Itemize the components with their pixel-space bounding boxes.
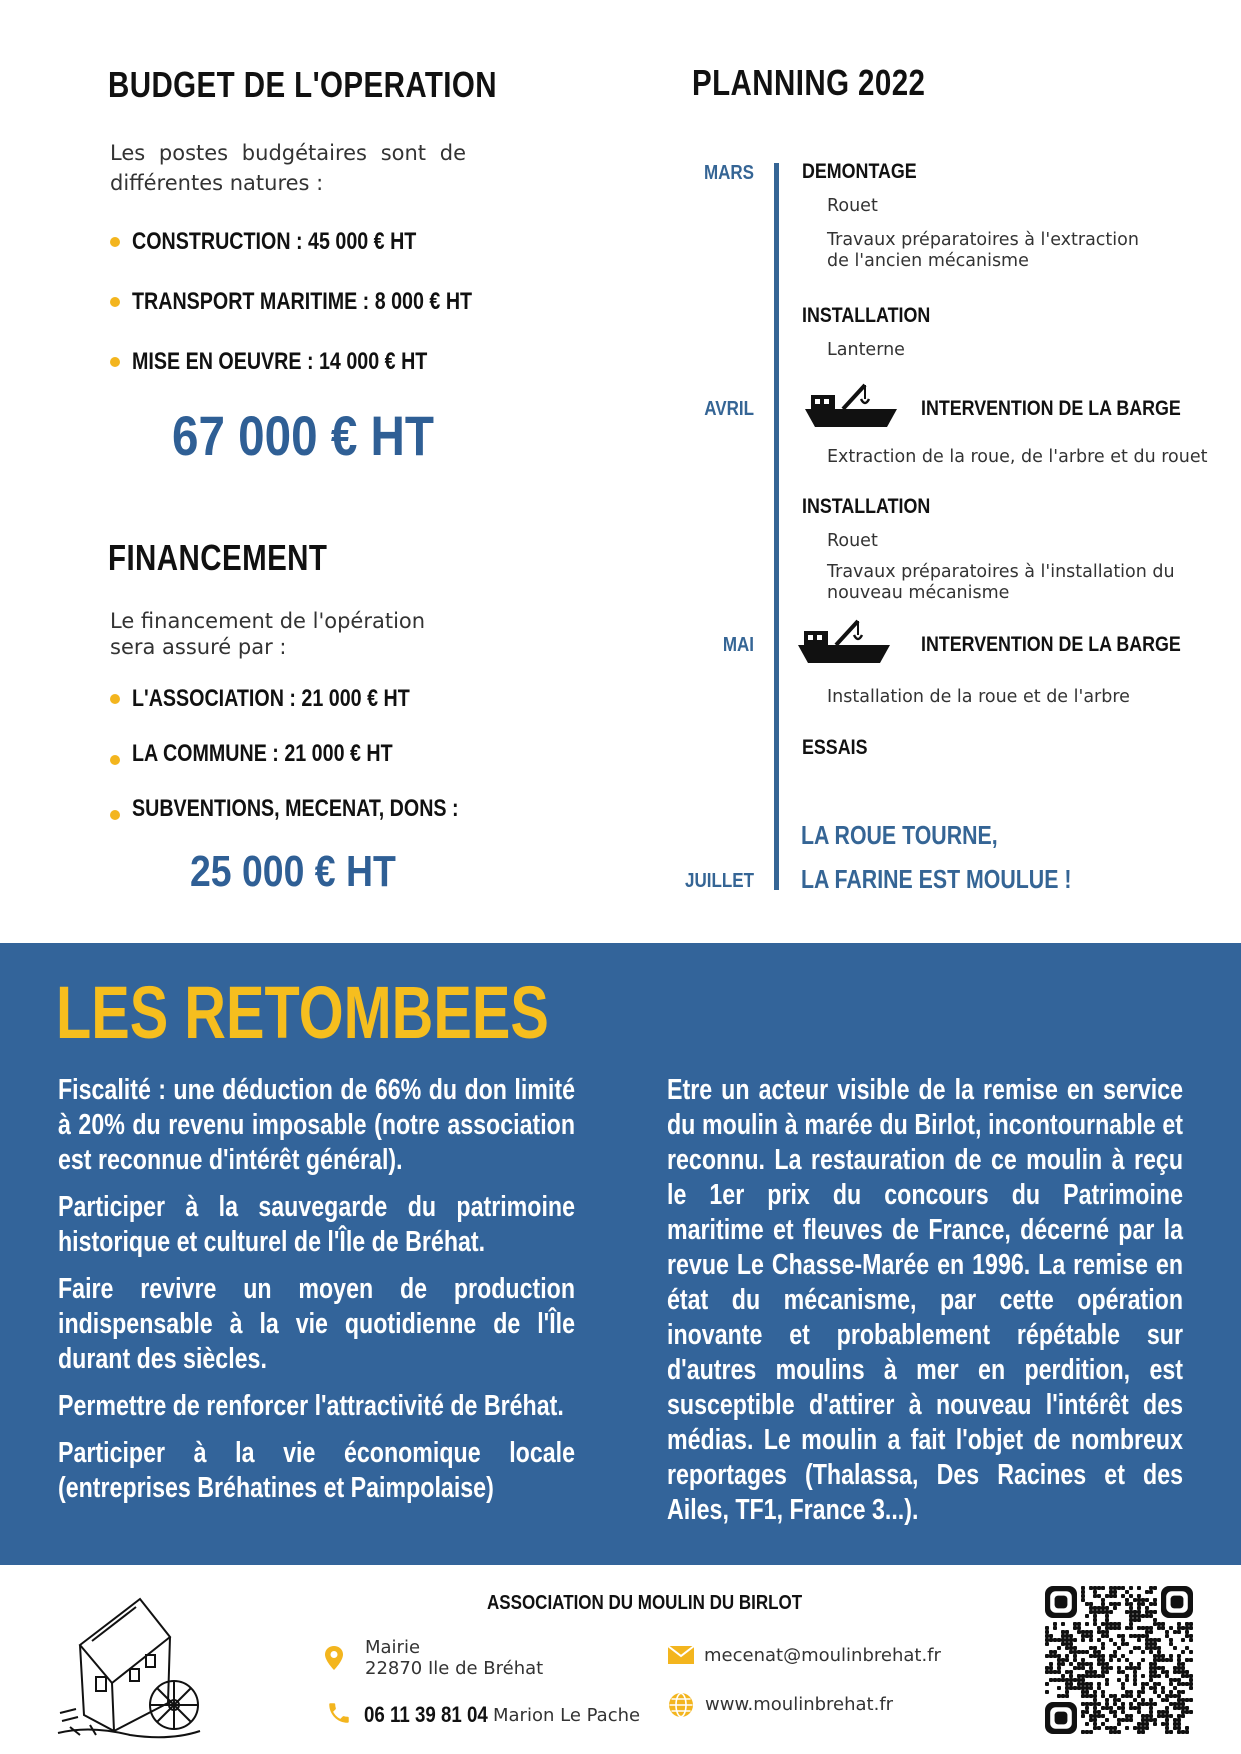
- bullet-icon: [110, 755, 120, 765]
- footer-email[interactable]: mecenat@moulinbrehat.fr: [704, 1645, 941, 1666]
- barge-crane-icon: [803, 383, 899, 435]
- retombees-title: LES RETOMBEES: [56, 971, 549, 1054]
- budget-item-mise-en-oeuvre: MISE EN OEUVRE : 14 000 € HT: [110, 348, 492, 376]
- financement-item-subventions: SUBVENTIONS, MECENAT, DONS :: [110, 795, 530, 823]
- step-barge-installation-title: INTERVENTION DE LA BARGE: [921, 633, 1181, 656]
- mill-drawing-icon: [50, 1585, 210, 1741]
- budget-total: 67 000 € HT: [172, 404, 434, 467]
- step-installation-item-rouet: Rouet: [827, 531, 878, 551]
- retombees-point-patrimoine: Participer à la sauvegarde du patrimoine historique et culturel de l'Île de Bréhat.: [58, 1191, 575, 1258]
- month-avril: AVRIL: [704, 398, 754, 420]
- step-demontage-item-rouet: Rouet: [827, 196, 878, 216]
- footer-address-line1: Mairie: [365, 1637, 421, 1658]
- month-mai: MAI: [722, 634, 754, 656]
- bullet-icon: [110, 357, 120, 367]
- financement-item-association: L'ASSOCIATION : 21 000 € HT: [110, 685, 471, 713]
- bullet-icon: [110, 297, 120, 307]
- step-essais-title: ESSAIS: [802, 736, 868, 759]
- financement-intro: Le financement de l'opération sera assuré par :: [110, 609, 426, 659]
- final-message-line2: LA FARINE EST MOULUE !: [801, 864, 1072, 894]
- bullet-icon: [110, 237, 120, 247]
- month-juillet: JUILLET: [685, 870, 754, 892]
- budget-title: BUDGET DE L'OPERATION: [108, 64, 498, 105]
- retombees-right-column: [667, 1073, 1183, 1540]
- footer-website[interactable]: www.moulinbrehat.fr: [705, 1694, 894, 1715]
- footer-association-name: ASSOCIATION DU MOULIN DU BIRLOT: [487, 1592, 803, 1614]
- bullet-icon: [110, 810, 120, 820]
- month-mars: MARS: [703, 162, 754, 184]
- step-installation-item-lanterne: Lanterne: [827, 340, 905, 360]
- financement-title: FINANCEMENT: [108, 537, 328, 578]
- retombees-left-column: [58, 1073, 575, 1518]
- planning-title: PLANNING 2022: [692, 62, 926, 103]
- step-barge-extraction-title: INTERVENTION DE LA BARGE: [921, 397, 1181, 420]
- timeline-line: [774, 163, 779, 890]
- location-pin-icon: [324, 1645, 344, 1671]
- footer-contact-name: Marion Le Pache: [493, 1705, 641, 1726]
- final-message-line1: LA ROUE TOURNE,: [801, 820, 998, 850]
- step-demontage-detail-line1: Travaux préparatoires à l'extraction: [827, 230, 1139, 250]
- financement-total: 25 000 € HT: [190, 847, 396, 896]
- budget-item-transport: TRANSPORT MARITIME : 8 000 € HT: [110, 288, 547, 316]
- step-demontage-title: DEMONTAGE: [802, 160, 917, 183]
- budget-intro: Les postes budgétaires sont de différentes natures :: [110, 141, 466, 195]
- footer-phone-number[interactable]: 06 11 39 81 04: [364, 1702, 488, 1727]
- step-installation-title: INSTALLATION: [802, 304, 931, 327]
- barge-crane-icon: [796, 619, 892, 671]
- qr-code-icon: [1045, 1586, 1193, 1734]
- envelope-icon: [667, 1645, 695, 1665]
- budget-item-construction: CONSTRUCTION : 45 000 € HT: [110, 228, 479, 256]
- step-demontage-detail-line2: de l'ancien mécanisme: [827, 251, 1029, 271]
- retombees-paragraph-visibilite: Etre un acteur visible de la remise en service du moulin à marée du Birlot, incontournable et reconnu. La restauration de ce moulin à reçu le 1er prix du concours du Patrimoine maritime et fleuves de France, décerné par la revue Le Chasse-Marée en 1996. La remise en état du mécanisme, par cette opération inovante et probablement répétable sur d'autres moulins à mer en perdition, est susceptible d'attirer à nouveau l'intérêt des médias. Le moulin a fait l'objet de nombreux reportages (Thalassa, Des Racines et des Ailes, TF1, France 3...).: [667, 1074, 1183, 1526]
- footer-address-line2: 22870 Ile de Bréhat: [365, 1658, 544, 1679]
- retombees-point-attractivite: Permettre de renforcer l'attractivité de Bréhat.: [58, 1390, 564, 1422]
- step-barge-extraction-detail: Extraction de la roue, de l'arbre et du rouet: [827, 447, 1208, 467]
- step-installation-rouet-title: INSTALLATION: [802, 495, 931, 518]
- retombees-point-fiscalite: Fiscalité : une déduction de 66% du don limité à 20% du revenu imposable (notre association est reconnue d'intérêt général).: [58, 1074, 575, 1176]
- retombees-point-economie: Participer à la vie économique locale (entreprises Bréhatines et Paimpolaise): [58, 1437, 575, 1504]
- globe-icon: [668, 1692, 694, 1718]
- financement-item-commune: LA COMMUNE : 21 000 € HT: [110, 740, 450, 768]
- step-installation-detail-line1: Travaux préparatoires à l'installation du: [827, 562, 1175, 582]
- bullet-icon: [110, 694, 120, 704]
- phone-icon: [326, 1700, 352, 1726]
- retombees-point-production: Faire revivre un moyen de production indispensable à la vie quotidienne de l'Île durant des siècles.: [58, 1273, 575, 1375]
- step-barge-installation-detail: Installation de la roue et de l'arbre: [827, 687, 1130, 707]
- step-installation-detail-line2: nouveau mécanisme: [827, 583, 1010, 603]
